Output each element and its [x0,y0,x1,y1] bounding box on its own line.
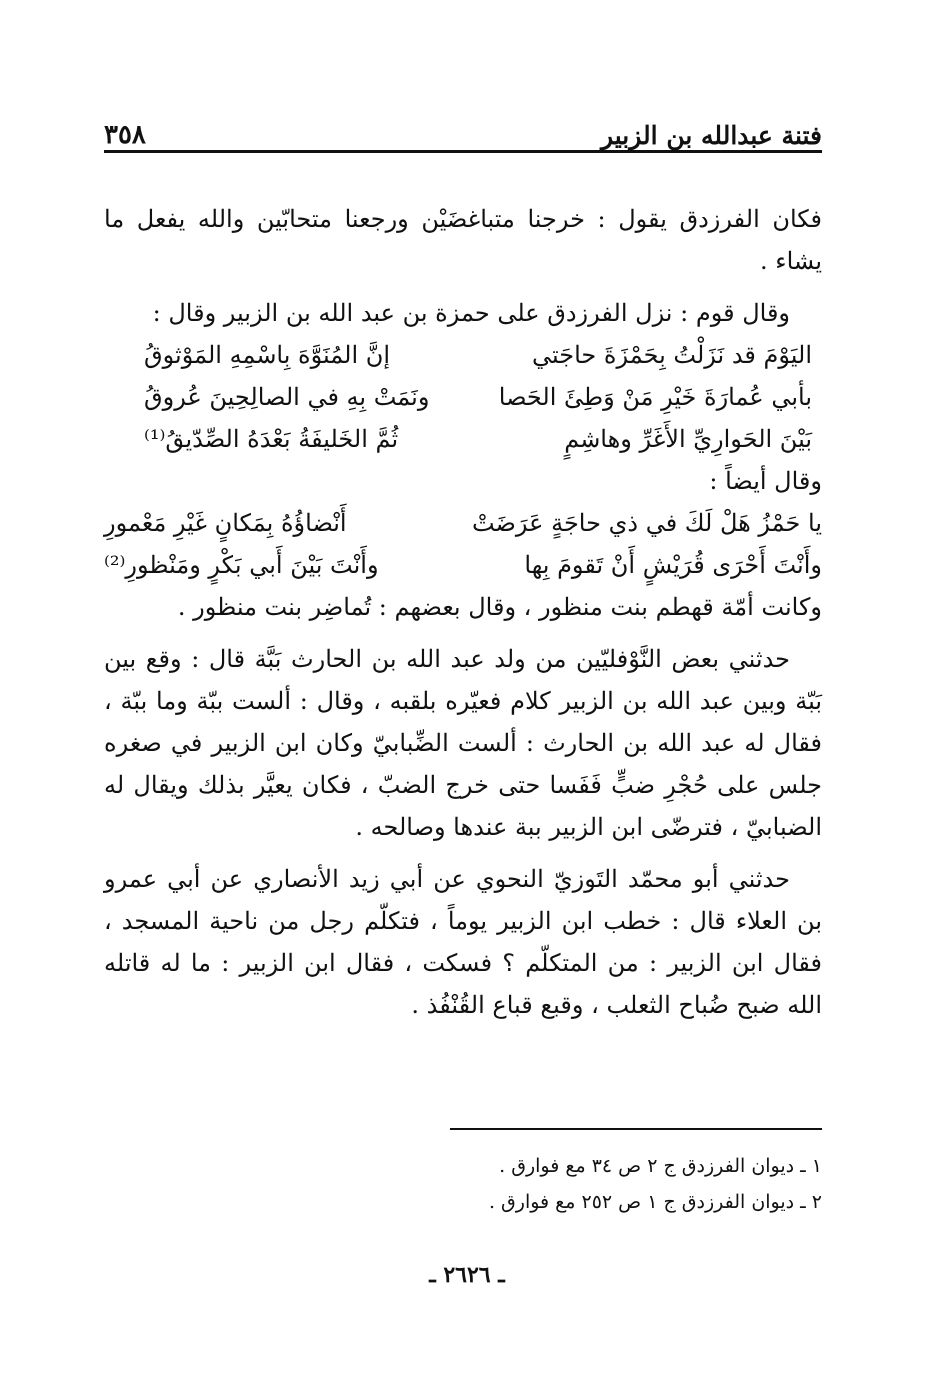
paragraph: وقال أيضاً : [709,467,822,495]
footnote: ١ ـ ديوان الفرزدق ج ٢ ص ٣٤ مع فوارق . [499,1155,822,1177]
footnote-rule [450,1128,822,1130]
paragraph: حدثني بعض النَّوْفليّين من ولد عبد الله بن الحارث بَبَّة قال : وقع بين بَبّة وبين عبد الله بن الزبير كلام فعيّره بلقبه ، وقال : ألست ببّة وما ببّة ، فقال له عبد الله بن الحارث : ألست الضِّبابيّ وكان ابن الزبير في صغره جلس على حُجْرِ ضبٍّ فَفَسا حتى خرج الضبّ ، فكان يعيَّر بذلك ويقال له الضبابيّ ، فترضّى ابن الزبير ببة عندها وصالحه . [104,645,822,841]
hemistich-first: اليَوْمَ قد نَزَلْتُ بِحَمْزَةَ حاجَتي [532,341,812,369]
hemistich-first: بأبي عُمارَةَ خَيْرِ مَنْ وَطِئَ الحَصا [498,383,812,411]
bottom-page-number: ـ ٢٦٢٦ ـ [429,1262,505,1288]
verse-line [104,502,822,544]
verse-line [104,334,822,376]
paragraph: وكانت أمّة قهطم بنت منظور ، وقال بعضهم : تُماضِر بنت منظور . [177,593,822,621]
page-number: ٣٥٨ [104,120,146,150]
paragraph: حدثني أبو محمّد التَوزيّ النحوي عن أبي زيد الأنصاري عن أبي عمرو بن العلاء قال : خطب ابن الزبير يوماً ، فتكلّم رجل من ناحية المسجد ، فقال ابن الزبير : من المتكلّم ؟ فسكت ، فقال ابن الزبير : ما له قاتله الله ضبح ضُباح الثعلب ، وقبع قباع القُنْفُذ . [104,865,822,1019]
verse-line [104,544,822,586]
poem [104,334,822,460]
hemistich-second: أَنْضاؤُهُ بِمَكانٍ غَيْرِ مَعْمورِ [104,509,347,537]
main-text [104,198,822,1036]
paragraph: وقال قوم : نزل الفرزدق على حمزة بن عبد الله بن الزبير وقال : [152,299,790,327]
verse-line [104,376,822,418]
paragraph: فكان الفرزدق يقول : خرجنا متباغضَيْن ورجعنا متحابّين والله يفعل ما يشاء . [104,205,822,275]
hemistich-second: وأَنْتَ بَيْنَ أَبي بَكْرٍ ومَنْظورِ⁽²⁾ [104,551,379,579]
footnote: ٢ ـ ديوان الفرزدق ج ١ ص ٢٥٢ مع فوارق . [488,1191,822,1213]
footnotes [104,1148,822,1220]
verse-line [104,418,822,460]
hemistich-second: ونَمَتْ بِهِ في الصالِحِينَ عُروقُ [144,383,430,411]
hemistich-second: إنَّ المُنَوَّهَ بِاسْمِهِ المَوْثوقُ [144,341,391,369]
hemistich-first: يا حَمْزُ هَلْ لَكَ في ذي حاجَةٍ عَرَضَتْ [471,509,822,537]
hemistich-first: وأَنْتَ أَحْرَى قُرَيْشٍ أَنْ تَقومَ بِها [524,551,822,579]
poem [104,502,822,586]
running-title: فتنة عبدالله بن الزبير [600,121,822,150]
hemistich-first: بَيْنَ الحَوارِيِّ الأَغَرِّ وهاشِمٍ [564,425,812,453]
header-rule [104,150,822,153]
hemistich-second: ثُمَّ الخَليفَةُ بَعْدَهُ الصِّدّيقُ⁽¹⁾ [144,425,399,453]
page-header [104,104,822,150]
